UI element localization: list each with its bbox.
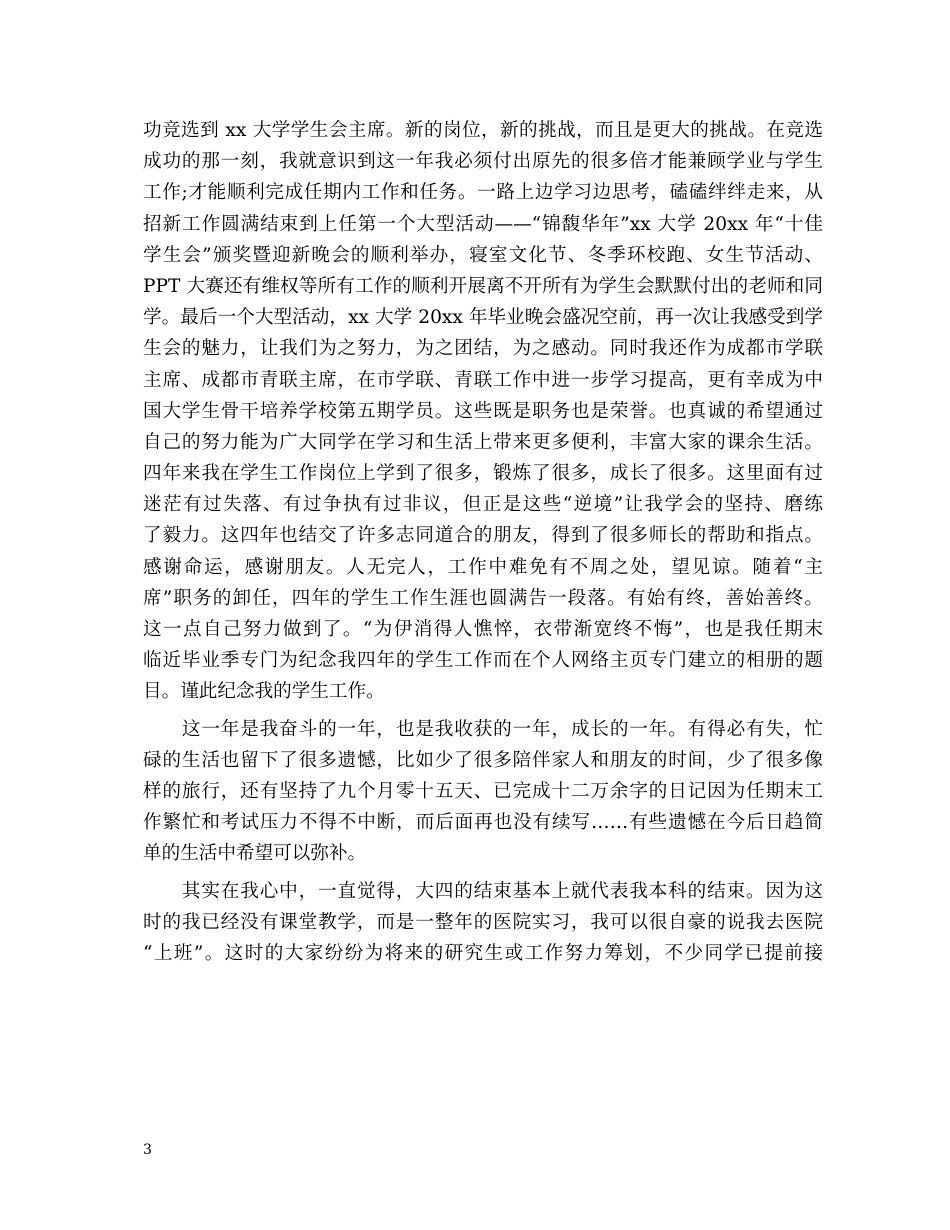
text-line: 其实在我心中，一直觉得，大四的结束基本上就代表我本科的结束。因为这: [143, 880, 823, 902]
text-line: 学。最后一个大型活动，xx 大学 20xx 年毕业晚会盛况空前，再一次让我感受到学: [143, 307, 823, 329]
text-line: 了毅力。这四年也结交了许多志同道合的朋友，得到了很多师长的帮助和指点。: [143, 525, 823, 547]
text-line: 这一年是我奋斗的一年，也是我收获的一年，成长的一年。有得必有失，忙: [143, 718, 823, 740]
text-line: 样的旅行，还有坚持了九个月零十五天、已完成十二万余字的日记因为任期末工: [143, 780, 823, 802]
text-line: 碌的生活也留下了很多遗憾，比如少了很多陪伴家人和朋友的时间，少了很多像: [143, 749, 823, 771]
paragraph: [143, 115, 823, 708]
text-line: 单的生活中希望可以弥补。: [143, 843, 367, 865]
text-line: 这一点自己努力做到了。“为伊消得人憔悴，衣带渐宽终不悔”，也是我任期末: [143, 619, 823, 640]
paragraph: [143, 876, 823, 970]
text-line: 自己的努力能为广大同学在学习和生活上带来更多便利，丰富大家的课余生活。: [143, 431, 823, 453]
text-line: 国大学生骨干培养学校第五期学员。这些既是职务也是荣誉。也真诚的希望通过: [143, 400, 823, 422]
text-line: 四年来我在学生工作岗位上学到了很多，锻炼了很多，成长了很多。这里面有过: [143, 463, 823, 485]
text-line: 临近毕业季专门为纪念我四年的学生工作而在个人网络主页专门建立的相册的题: [143, 650, 823, 672]
text-line: 迷茫有过失落、有过争执有过非议，但正是这些“逆境”让我学会的坚持、磨练: [143, 494, 823, 516]
text-line: 学生会”颁奖暨迎新晚会的顺利举办，寝室文化节、冬季环校跑、女生节活动、: [143, 244, 823, 266]
body-text: [143, 115, 823, 969]
text-line: 作繁忙和考试压力不得不中断，而后面再也没有续写……有些遗憾在今后日趋简: [143, 812, 823, 834]
text-line: 成功的那一刻，我就意识到这一年我必须付出原先的很多倍才能兼顾学业与学生: [143, 151, 823, 173]
text-line: 招新工作圆满结束到上任第一个大型活动——“锦馥华年”xx 大学 20xx 年“十佳: [143, 213, 823, 235]
text-line: 生会的魅力，让我们为之努力，为之团结，为之感动。同时我还作为成都市学联: [143, 338, 823, 360]
text-line: 感谢命运，感谢朋友。人无完人，工作中难免有不周之处，望见谅。随着“主: [143, 556, 823, 578]
paragraph: [143, 714, 823, 870]
text-line: 时的我已经没有课堂教学，而是一整年的医院实习，我可以很自豪的说我去医院: [143, 911, 823, 933]
text-line: 目。谨此纪念我的学生工作。: [143, 681, 385, 703]
text-line: “上班”。这时的大家纷纷为将来的研究生或工作努力筹划，不少同学已提前接: [143, 942, 823, 964]
text-line: PPT 大赛还有维权等所有工作的顺利开展离不开所有为学生会默默付出的老师和同: [143, 275, 823, 297]
text-line: 工作;才能顺利完成任期内工作和任务。一路上边学习边思考，磕磕绊绊走来，从: [143, 182, 823, 204]
text-line: 主席、成都市青联主席，在市学联、青联工作中进一步学习提高，更有幸成为中: [143, 369, 823, 391]
text-line: 功竞选到 xx 大学学生会主席。新的岗位，新的挑战，而且是更大的挑战。在竞选: [143, 120, 823, 141]
text-line: 席”职务的卸任，四年的学生工作生涯也圆满告一段落。有始有终，善始善终。: [143, 587, 823, 609]
page-number: 3: [143, 1142, 152, 1158]
